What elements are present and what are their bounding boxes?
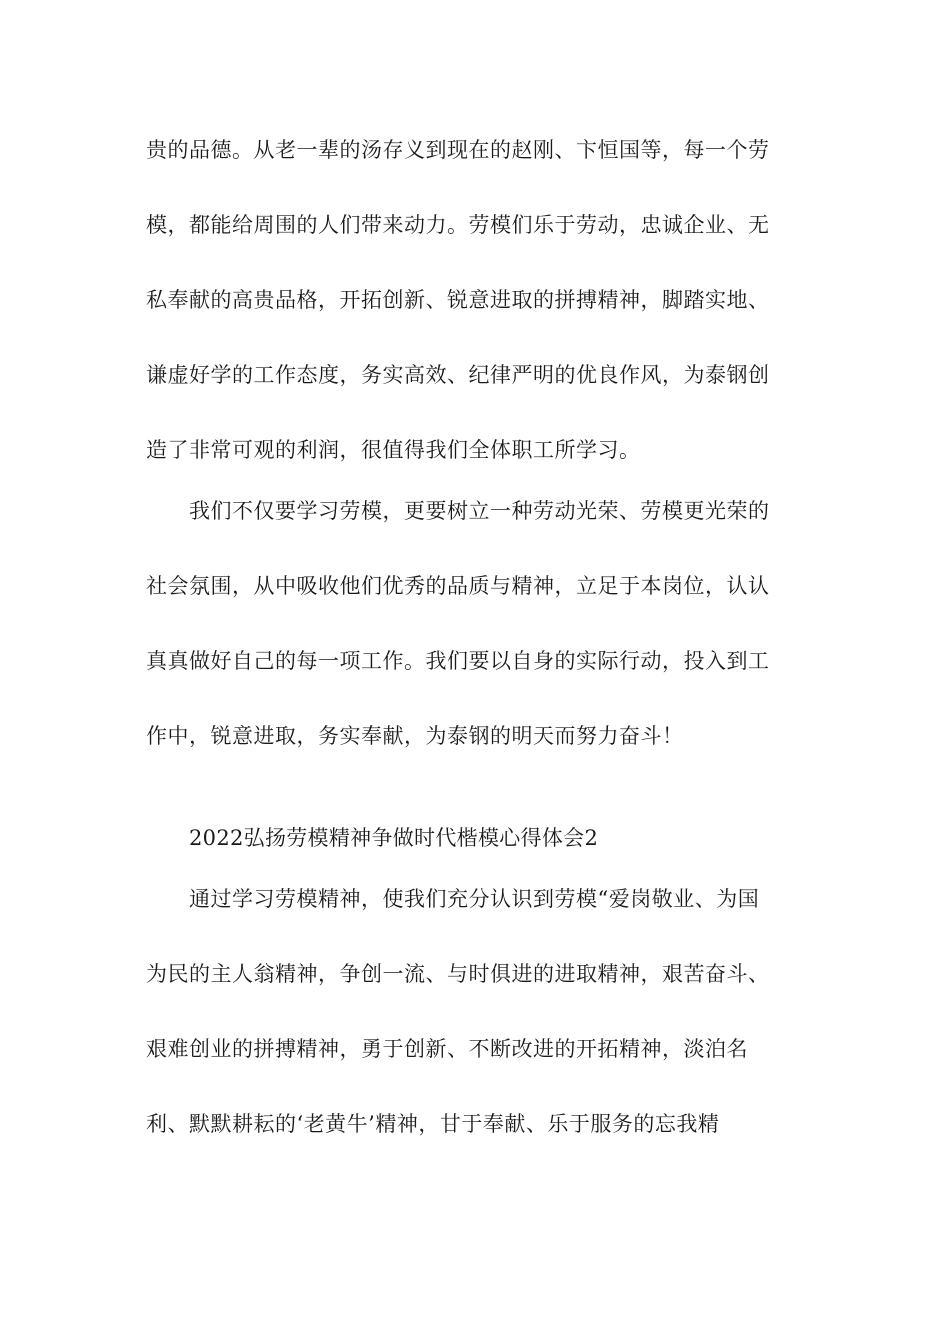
paragraph-line: 为民的主人翁精神，争创一流、与时俱进的进取精神，艰苦奋斗、 (146, 962, 770, 986)
paragraph-line: 私奉献的高贵品格，开拓创新、锐意进取的拼搏精神，脚踏实地、 (146, 288, 770, 312)
paragraph-line: 谦虚好学的工作态度，务实高效、纪律严明的优良作风，为泰钢创 (146, 363, 770, 387)
paragraph-line: 造了非常可观的利润，很值得我们全体职工所学习。 (146, 438, 641, 462)
paragraph-line: 作中，锐意进取，务实奉献，为泰钢的明天而努力奋斗！ (146, 724, 684, 748)
paragraph-line: 模，都能给周围的人们带来动力。劳模们乐于劳动，忠诚企业、无 (146, 213, 770, 237)
paragraph-line: 艰难创业的拼搏精神，勇于创新、不断改进的开拓精神，淡泊名 (146, 1037, 748, 1061)
paragraph-line: 真真做好自己的每一项工作。我们要以自身的实际行动，投入到工 (146, 649, 770, 673)
paragraph-line: 社会氛围，从中吸收他们优秀的品质与精神，立足于本岗位，认认 (146, 574, 770, 598)
paragraph-line: 贵的品德。从老一辈的汤存义到现在的赵刚、卞恒国等，每一个劳 (146, 138, 770, 162)
paragraph-line: 通过学习劳模精神，使我们充分认识到劳模“爱岗敬业、为国 (189, 887, 760, 911)
paragraph-line: 利、默默耕耘的‘老黄牛’精神，甘于奉献、乐于服务的忘我精 (146, 1112, 720, 1136)
paragraph-line: 我们不仅要学习劳模，更要树立一种劳动光荣、劳模更光荣的 (189, 499, 770, 523)
section-heading: 2022弘扬劳模精神争做时代楷模心得体会2 (189, 826, 599, 850)
